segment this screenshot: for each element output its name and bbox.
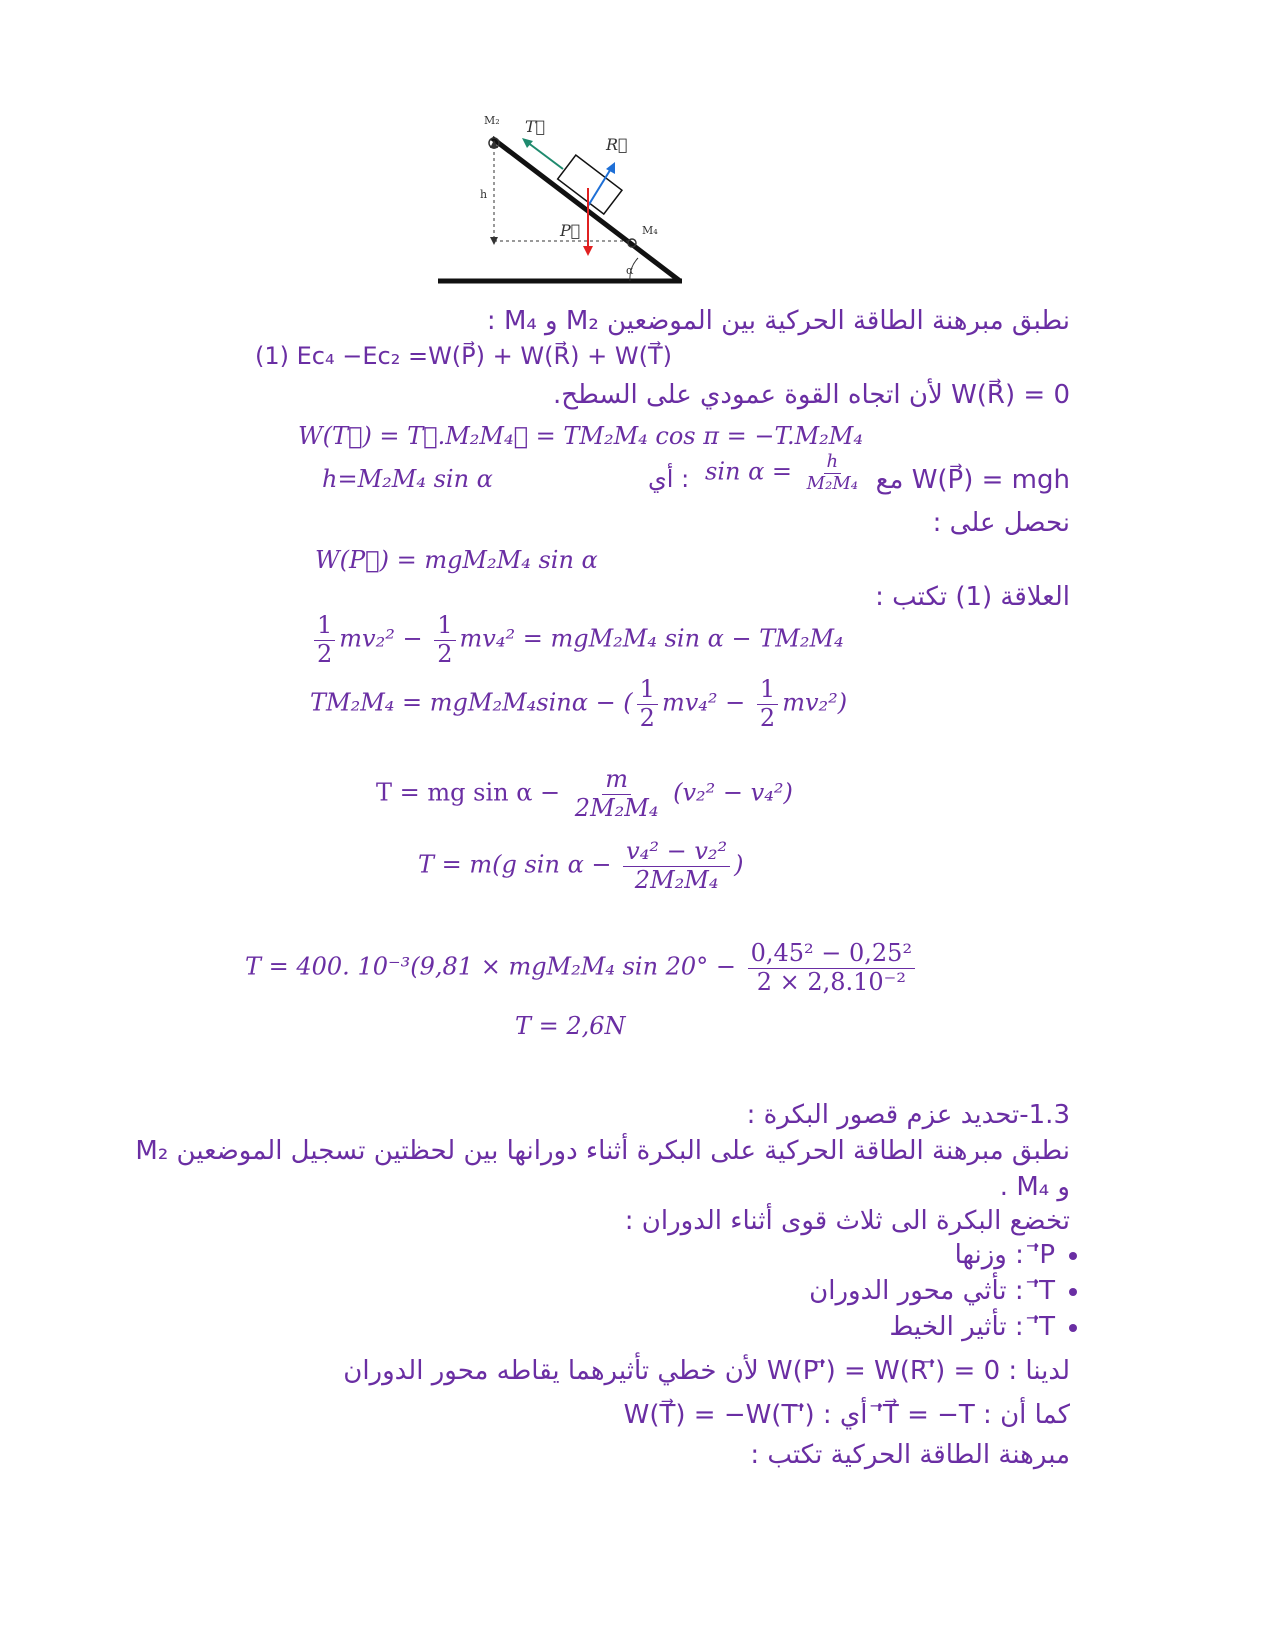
frac-half-den: 2	[437, 639, 453, 668]
list-item: • T'⃗ : تأثير الخيط	[809, 1312, 1055, 1342]
t-numeric	[245, 940, 919, 996]
t-result: T = 2,6N	[515, 1012, 626, 1040]
tm-term-mv4: mv₄²	[661, 688, 718, 717]
final-line: مبرهنة الطاقة الحركية تكتب :	[750, 1440, 1070, 1470]
relation-1-line: العلاقة (1) تكتب :	[875, 582, 1070, 612]
slope-line	[492, 138, 680, 281]
sec2-line3: تخضع البكرة الى ثلاث قوى أثناء الدوران :	[624, 1206, 1070, 1236]
wt-equation: W(T⃗) = T⃗.M₂M₄⃗ = TM₂M₄ cos π = −T.M₂M₄	[298, 422, 863, 450]
frac-half-num: 1	[434, 612, 455, 641]
wp-equation: W(P⃗) = mgM₂M₄ sin α	[315, 546, 598, 574]
wp-mgh: W(P⃗) = mgh مع	[875, 465, 1070, 495]
tension-arrow	[527, 142, 563, 169]
tm-lhs: TM₂M₄ = mgM₂M₄sinα − (	[310, 688, 633, 717]
forces-list	[809, 1240, 1095, 1348]
label-p: P⃗	[560, 221, 581, 240]
section-heading: 1.3-تحديد عزم قصور البكرة :	[746, 1100, 1070, 1130]
label-h: h	[480, 188, 488, 201]
h-equation: h=M₂M₄ sin α	[322, 465, 493, 493]
tm-equation	[310, 676, 847, 732]
sin-num: h	[824, 452, 842, 474]
sec2-line1: نطبق مبرهنة الطاقة الحركية على البكرة أثناء دورانها بين لحظتين تسجيل الموضعين M₂	[135, 1136, 1070, 1166]
t2-den: 2M₂M₄	[634, 865, 719, 894]
frac-half-den: 2	[317, 639, 333, 668]
list-item: • T'⃗ : تأثي محور الدوران	[809, 1276, 1055, 1306]
t2-lhs: T = m(g sin α −	[418, 850, 612, 879]
energy-rhs: = mgM₂M₄ sin α − TM₂M₄	[522, 624, 844, 653]
label-t: T⃗	[525, 117, 546, 136]
label-alpha: α	[626, 264, 634, 277]
sec2-line2: و M₄ .	[999, 1172, 1070, 1202]
term-mv2: mv₂²	[339, 624, 395, 653]
ay-label: أي :	[648, 465, 690, 493]
t1-rhs: (v₂² − v₄²)	[673, 778, 793, 807]
frac-half-den: 2	[759, 703, 776, 732]
tnum-lhs: T = 400. 10⁻³(9,81 × mgM₂M₄ sin 20° −	[245, 952, 736, 981]
tm-term-mv2: mv₂²	[782, 688, 838, 717]
energy-theorem-eq: (1) Ec₄ −Ec₂ =W(P⃗) + W(R⃗) + W(T⃗)	[255, 342, 672, 370]
sin-alpha-def	[705, 452, 865, 494]
label-r: R⃗	[606, 135, 628, 154]
t1-lhs: T = mg sin α −	[376, 778, 561, 807]
t-equation-2	[418, 838, 744, 894]
obtain-line: نحصل على :	[932, 508, 1070, 538]
intro-line: نطبق مبرهنة الطاقة الحركية بين الموضعين M₂ و M₄ :	[486, 306, 1070, 336]
t1-num: m	[602, 766, 631, 795]
minus-sign: −	[725, 688, 746, 717]
tnum-den: 2 × 2,8.10⁻²	[756, 967, 906, 996]
term-mv4: mv₄²	[459, 624, 516, 653]
frac-half-num: 1	[757, 676, 778, 705]
sliding-block	[558, 155, 622, 214]
frac-half-num: 1	[314, 612, 335, 641]
kama-line: كما أن : T⃗ = −T'⃗ أي : W(T⃗) = −W(T'⃗)	[623, 1400, 1070, 1430]
sin-den: M₂M₄	[806, 472, 858, 494]
t2-rhs: )	[734, 850, 744, 879]
incline-figure	[430, 108, 700, 288]
ladayna-line: لدينا : W(P'⃗) = W(R'⃗) = 0 لأن خطي تأثيرهما يقاطه محور الدوران	[343, 1356, 1070, 1386]
label-m2: M₂	[484, 114, 500, 127]
close-paren: )	[837, 688, 848, 717]
t-equation-1	[376, 766, 793, 822]
t1-den: 2M₂M₄	[574, 793, 659, 822]
wr-line: W(R⃗) = 0 لأن اتجاه القوة عمودي على السطح.	[553, 380, 1070, 410]
sin-lhs: sin α =	[705, 457, 793, 486]
label-m4: M₄	[642, 224, 658, 237]
frac-half-num: 1	[637, 676, 658, 705]
energy-equation	[310, 612, 844, 668]
frac-half-den: 2	[639, 703, 655, 732]
tnum-num: 0,45² − 0,25²	[748, 940, 915, 969]
minus-sign: −	[402, 624, 423, 653]
list-item: • P'⃗ : وزنها	[809, 1240, 1055, 1270]
t2-num: v₄² − v₂²	[623, 838, 730, 867]
